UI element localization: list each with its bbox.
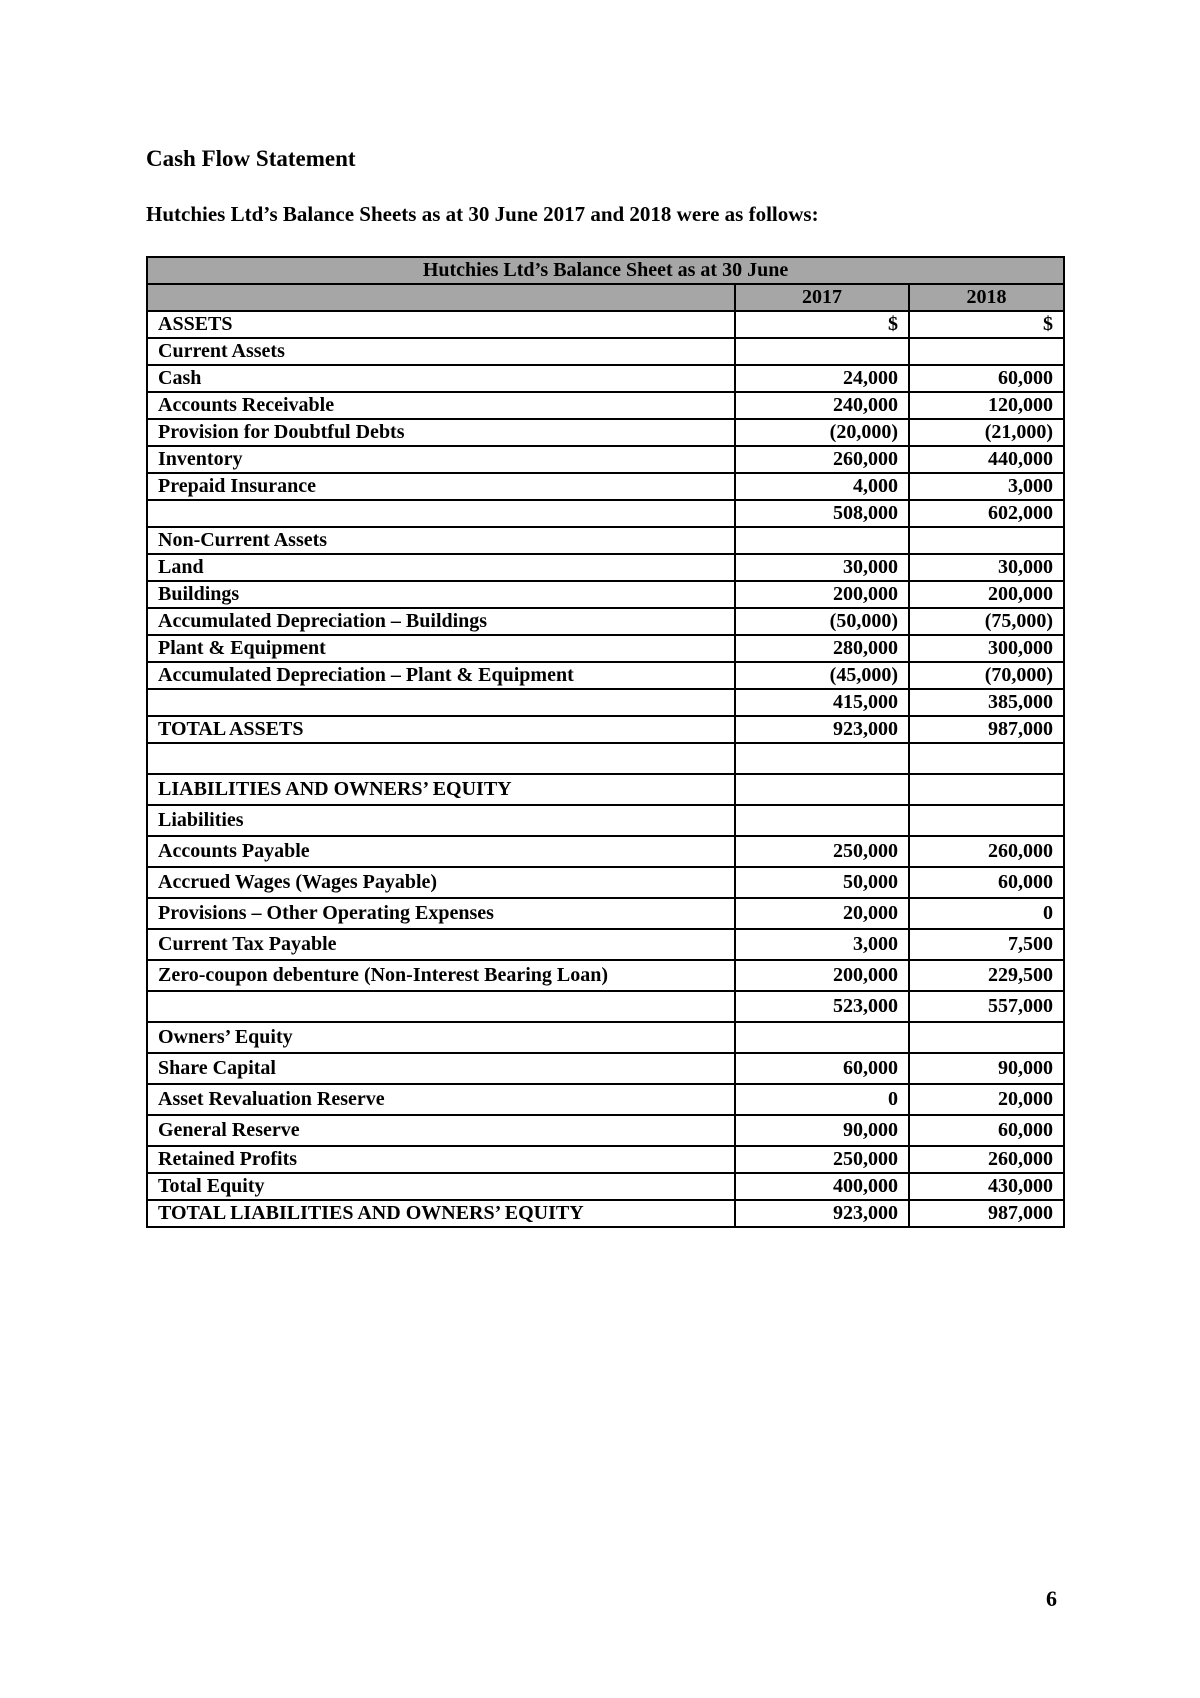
table-row <box>147 1053 1064 1084</box>
table-row <box>147 365 1064 392</box>
row-label: Accumulated Depreciation – Plant & Equipment <box>147 662 735 689</box>
row-label <box>147 689 735 716</box>
table-title: Hutchies Ltd’s Balance Sheet as at 30 June <box>147 257 1064 284</box>
value-2018: (75,000) <box>909 608 1064 635</box>
row-label: Owners’ Equity <box>147 1022 735 1053</box>
row-label: Accounts Payable <box>147 836 735 867</box>
row-label: Retained Profits <box>147 1146 735 1173</box>
row-label: Accumulated Depreciation – Buildings <box>147 608 735 635</box>
value-2017: 50,000 <box>735 867 909 898</box>
table-row <box>147 867 1064 898</box>
value-2017: (50,000) <box>735 608 909 635</box>
year-header-blank <box>147 284 735 311</box>
table-row <box>147 500 1064 527</box>
row-label: Current Assets <box>147 338 735 365</box>
value-2018: 60,000 <box>909 365 1064 392</box>
table-row <box>147 662 1064 689</box>
table-title-row <box>147 257 1064 284</box>
row-label: Cash <box>147 365 735 392</box>
table-row <box>147 689 1064 716</box>
balance-sheet-table <box>146 256 1065 1228</box>
row-label: Non-Current Assets <box>147 527 735 554</box>
value-2017: 250,000 <box>735 836 909 867</box>
row-label: Share Capital <box>147 1053 735 1084</box>
value-2018: 60,000 <box>909 1115 1064 1146</box>
table-row <box>147 473 1064 500</box>
value-2017: 0 <box>735 1084 909 1115</box>
row-label: TOTAL ASSETS <box>147 716 735 743</box>
row-label: Inventory <box>147 446 735 473</box>
value-2018: 557,000 <box>909 991 1064 1022</box>
value-2017: 20,000 <box>735 898 909 929</box>
row-label: General Reserve <box>147 1115 735 1146</box>
table-row <box>147 1200 1064 1227</box>
row-label: Current Tax Payable <box>147 929 735 960</box>
value-2017: 60,000 <box>735 1053 909 1084</box>
value-2017: 280,000 <box>735 635 909 662</box>
value-2017: 923,000 <box>735 1200 909 1227</box>
table-row <box>147 774 1064 805</box>
value-2017 <box>735 774 909 805</box>
table-row <box>147 898 1064 929</box>
value-2017: 200,000 <box>735 581 909 608</box>
value-2018: 20,000 <box>909 1084 1064 1115</box>
row-label <box>147 991 735 1022</box>
value-2018: 260,000 <box>909 1146 1064 1173</box>
table-row <box>147 743 1064 774</box>
value-2018: 430,000 <box>909 1173 1064 1200</box>
value-2017: 3,000 <box>735 929 909 960</box>
value-2017: 90,000 <box>735 1115 909 1146</box>
value-2018: 120,000 <box>909 392 1064 419</box>
value-2017 <box>735 805 909 836</box>
value-2017: 4,000 <box>735 473 909 500</box>
row-label: Accounts Receivable <box>147 392 735 419</box>
row-label: LIABILITIES AND OWNERS’ EQUITY <box>147 774 735 805</box>
value-2018: 260,000 <box>909 836 1064 867</box>
value-2018: 987,000 <box>909 1200 1064 1227</box>
table-row <box>147 1022 1064 1053</box>
table-row <box>147 836 1064 867</box>
value-2017: 200,000 <box>735 960 909 991</box>
value-2018 <box>909 527 1064 554</box>
value-2018: 60,000 <box>909 867 1064 898</box>
value-2018: 3,000 <box>909 473 1064 500</box>
value-2017: 30,000 <box>735 554 909 581</box>
row-label: Provisions – Other Operating Expenses <box>147 898 735 929</box>
value-2018: 0 <box>909 898 1064 929</box>
value-2018 <box>909 805 1064 836</box>
value-2018 <box>909 1022 1064 1053</box>
table-row <box>147 419 1064 446</box>
table-row <box>147 581 1064 608</box>
table-row <box>147 1173 1064 1200</box>
row-label: Zero-coupon debenture (Non-Interest Bearing Loan) <box>147 960 735 991</box>
value-2017 <box>735 527 909 554</box>
value-2017 <box>735 743 909 774</box>
value-2017: 240,000 <box>735 392 909 419</box>
table-row <box>147 805 1064 836</box>
value-2017: 260,000 <box>735 446 909 473</box>
value-2017: 24,000 <box>735 365 909 392</box>
table-row <box>147 1115 1064 1146</box>
value-2017 <box>735 1022 909 1053</box>
value-2017: 523,000 <box>735 991 909 1022</box>
value-2017: $ <box>735 311 909 338</box>
row-label <box>147 500 735 527</box>
value-2018: 602,000 <box>909 500 1064 527</box>
row-label: Liabilities <box>147 805 735 836</box>
table-row <box>147 446 1064 473</box>
page-heading: Cash Flow Statement <box>146 146 356 171</box>
table-row <box>147 960 1064 991</box>
table-year-row <box>147 284 1064 311</box>
row-label: Buildings <box>147 581 735 608</box>
row-label: Asset Revaluation Reserve <box>147 1084 735 1115</box>
table-row <box>147 1146 1064 1173</box>
page-number: 6 <box>1046 1586 1057 1611</box>
value-2018 <box>909 743 1064 774</box>
value-2018: 229,500 <box>909 960 1064 991</box>
row-label: Total Equity <box>147 1173 735 1200</box>
value-2017: (20,000) <box>735 419 909 446</box>
value-2018: 385,000 <box>909 689 1064 716</box>
table-row <box>147 338 1064 365</box>
table-row <box>147 1084 1064 1115</box>
table-row <box>147 929 1064 960</box>
table-row <box>147 311 1064 338</box>
row-label <box>147 743 735 774</box>
table-row <box>147 608 1064 635</box>
value-2018: (21,000) <box>909 419 1064 446</box>
value-2017: 923,000 <box>735 716 909 743</box>
value-2018 <box>909 774 1064 805</box>
table-row <box>147 527 1064 554</box>
row-label: TOTAL LIABILITIES AND OWNERS’ EQUITY <box>147 1200 735 1227</box>
value-2018: 30,000 <box>909 554 1064 581</box>
value-2017: 400,000 <box>735 1173 909 1200</box>
row-label: Prepaid Insurance <box>147 473 735 500</box>
row-label: ASSETS <box>147 311 735 338</box>
year-header-2017: 2017 <box>735 284 909 311</box>
row-label: Land <box>147 554 735 581</box>
table-row <box>147 554 1064 581</box>
table-row <box>147 392 1064 419</box>
value-2018: 300,000 <box>909 635 1064 662</box>
value-2017: 508,000 <box>735 500 909 527</box>
table-row <box>147 716 1064 743</box>
value-2018 <box>909 338 1064 365</box>
value-2017 <box>735 338 909 365</box>
value-2018: 440,000 <box>909 446 1064 473</box>
value-2018: 90,000 <box>909 1053 1064 1084</box>
value-2017: (45,000) <box>735 662 909 689</box>
value-2018: (70,000) <box>909 662 1064 689</box>
value-2018: 200,000 <box>909 581 1064 608</box>
value-2018: $ <box>909 311 1064 338</box>
value-2017: 415,000 <box>735 689 909 716</box>
row-label: Accrued Wages (Wages Payable) <box>147 867 735 898</box>
table-row <box>147 991 1064 1022</box>
row-label: Provision for Doubtful Debts <box>147 419 735 446</box>
value-2018: 987,000 <box>909 716 1064 743</box>
row-label: Plant & Equipment <box>147 635 735 662</box>
table-row <box>147 635 1064 662</box>
value-2018: 7,500 <box>909 929 1064 960</box>
value-2017: 250,000 <box>735 1146 909 1173</box>
table-body <box>147 311 1064 1227</box>
year-header-2018: 2018 <box>909 284 1064 311</box>
intro-text: Hutchies Ltd’s Balance Sheets as at 30 June 2017 and 2018 were as follows: <box>146 202 819 226</box>
